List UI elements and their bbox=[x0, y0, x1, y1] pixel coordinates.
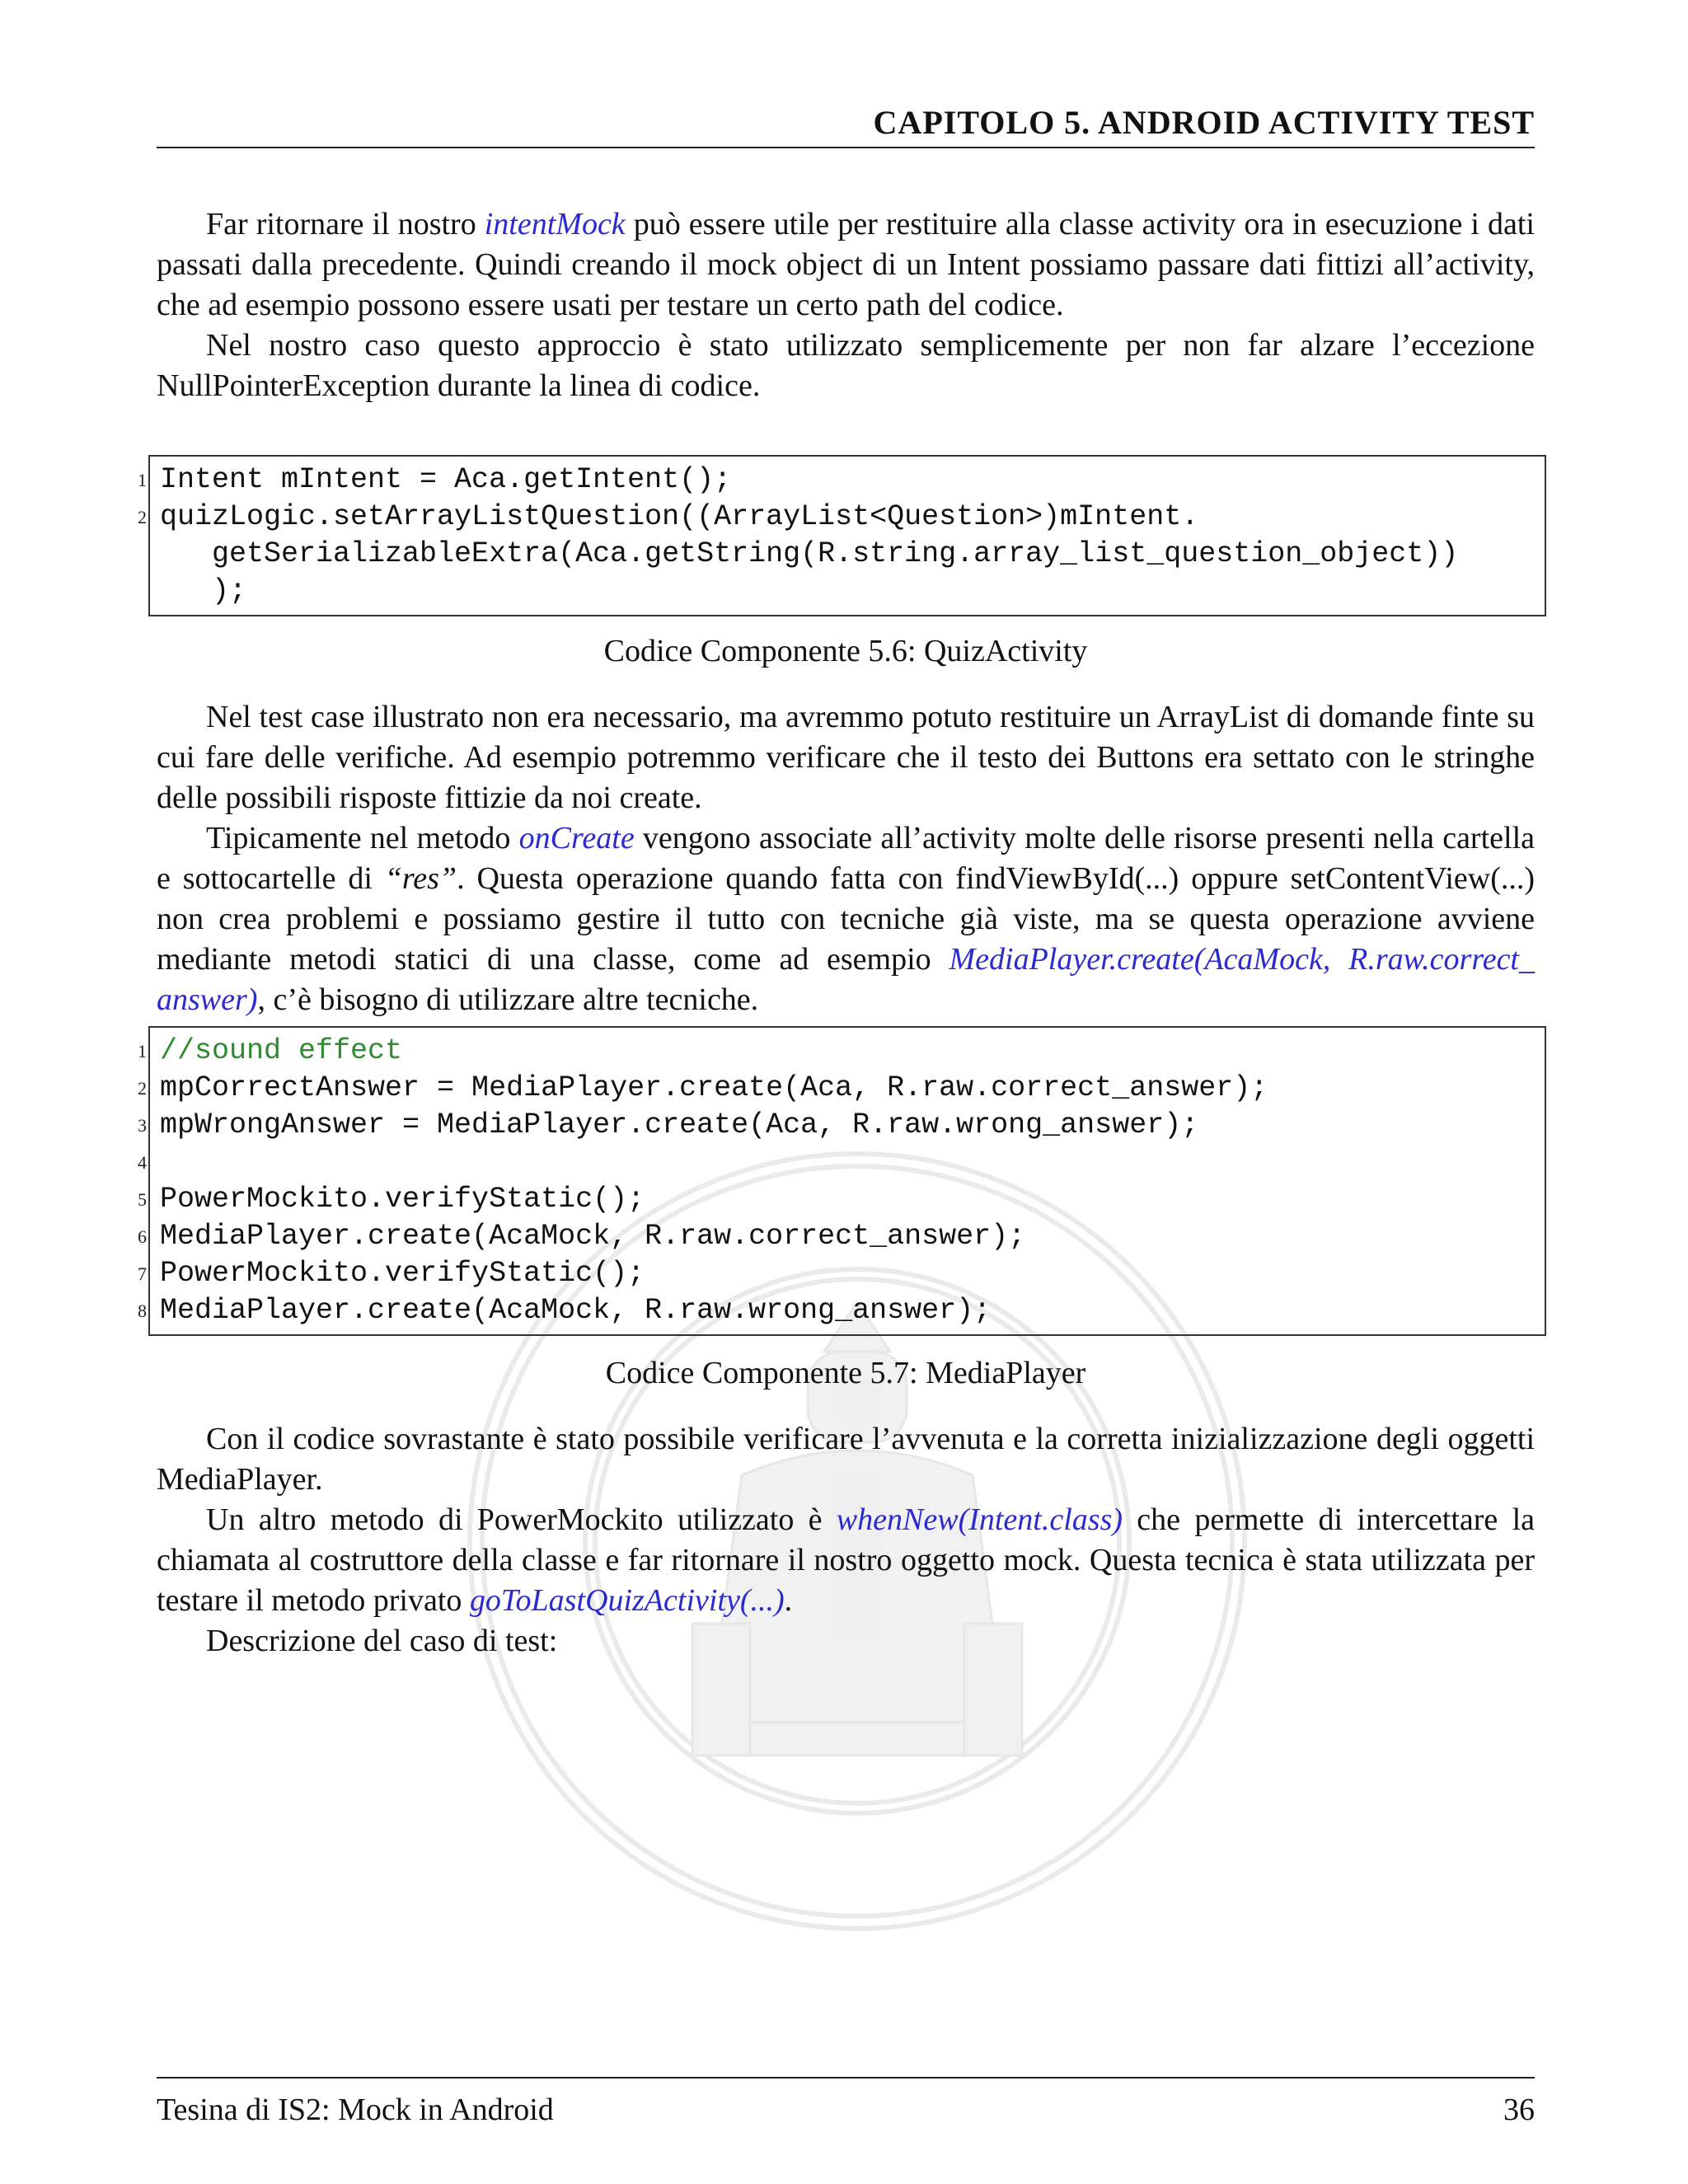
whennew-link[interactable]: whenNew(Intent.class) bbox=[836, 1502, 1123, 1537]
code-line: 2 mpCorrectAnswer = MediaPlayer.create(Aca, R.raw.correct_answer); bbox=[138, 1071, 1268, 1104]
chapter-title: CAPITOLO 5. ANDROID ACTIVITY TEST bbox=[873, 104, 1535, 141]
code-line: ); bbox=[160, 574, 247, 607]
mediaplayer-create-link[interactable]: MediaPlayer.create(AcaMock, R.raw.correct_ answer) bbox=[157, 942, 1535, 1017]
code-line: 3 mpWrongAnswer = MediaPlayer.create(Aca, R.raw.wrong_answer); bbox=[138, 1108, 1199, 1141]
paragraph-mediaplayer-verify: Con il codice sovrastante è stato possibile verificare l’avvenuta e la corretta inizializzazione degli oggetti MediaPlayer. bbox=[157, 1422, 1535, 1497]
paragraph-arraylist: Nel test case illustrato non era necessario, ma avremmo potuto restituire un ArrayList di domande finte su cui fare delle verifiche. Ad esempio potremmo verificare che il testo dei Buttons era settato con le stringhe delle possibili risposte fittizie da noi create. bbox=[157, 700, 1535, 815]
page-number: 36 bbox=[1503, 2093, 1535, 2127]
code-caption-5-6: Codice Componente 5.6: QuizActivity bbox=[603, 634, 1088, 668]
code-line: 5 PowerMockito.verifyStatic(); bbox=[138, 1183, 645, 1216]
code-box bbox=[138, 1026, 1546, 1336]
gotolastquizactivity-link[interactable]: goToLastQuizActivity(...) bbox=[469, 1583, 785, 1618]
code-line: 4 bbox=[138, 1152, 147, 1173]
code-caption-5-7: Codice Componente 5.7: MediaPlayer bbox=[605, 1356, 1086, 1390]
code-line: 7 PowerMockito.verifyStatic(); bbox=[138, 1257, 645, 1290]
running-header bbox=[157, 99, 1535, 148]
code-line: 8 MediaPlayer.create(AcaMock, R.raw.wrong_answer); bbox=[138, 1294, 992, 1327]
code-line: 6 MediaPlayer.create(AcaMock, R.raw.correct_answer); bbox=[138, 1220, 1026, 1253]
code-line: getSerializableExtra(Aca.getString(R.string.array_list_question_object)) bbox=[160, 537, 1459, 570]
intentmock-link[interactable]: intentMock bbox=[484, 207, 626, 241]
code-line: 1 //sound effect bbox=[138, 1034, 403, 1067]
footer-title: Tesina di IS2: Mock in Android bbox=[157, 2093, 554, 2127]
paragraph-whennew: Un altro metodo di PowerMockito utilizzato è whenNew(Intent.class) che permette di intercettare la chiamata al costruttore della classe e far ritornare il nostro oggetto mock. Questa tecnica è stata utilizzata per testare il metodo privato goToLastQuizActivity(...). bbox=[157, 1502, 1535, 1618]
page-footer bbox=[157, 2077, 1535, 2130]
paragraph-test-description: Descrizione del caso di test: bbox=[206, 1624, 558, 1658]
body-text-middle bbox=[157, 697, 1535, 1020]
code-line: 2 quizLogic.setArrayListQuestion((ArrayList<Question>)mIntent. bbox=[138, 500, 1199, 533]
paragraph-oncreate: Tipicamente nel metodo onCreate vengono associate all’activity molte delle risorse presenti nella cartella e sottocartelle di “res”. Questa operazione quando fatta con findViewById(...) oppure setContentView(...) non crea problemi e possiamo gestire il tutto con tecniche già viste, ma se questa operazione avviene mediante metodi statici di una classe, come ad esempio MediaPlayer.create(AcaMock, R.raw.correct_ answer), c’è bisogno di utilizzare altre tecniche. bbox=[157, 821, 1535, 1017]
code-listing-quizactivity bbox=[138, 455, 1546, 616]
code-box bbox=[138, 455, 1546, 616]
body-text-bottom bbox=[157, 1419, 1535, 1661]
oncreate-link[interactable]: onCreate bbox=[518, 821, 635, 855]
code-line: 1 Intent mIntent = Aca.getIntent(); bbox=[138, 463, 732, 496]
body-text-top bbox=[157, 204, 1535, 406]
paragraph-null-pointer: Nel nostro caso questo approccio è stato utilizzato semplicemente per non far alzare l’eccezione NullPointerException durante la linea di codice. bbox=[157, 328, 1535, 403]
paragraph-intent-mock: Far ritornare il nostro intentMock può essere utile per restituire alla classe activity ora in esecuzione i dati passati dalla precedente. Quindi creando il mock object di un Intent possiamo passare dati fittizi all’activity, che ad esempio possono essere usati per testare un certo path del codice. bbox=[157, 207, 1535, 322]
code-listing-mediaplayer bbox=[138, 1026, 1546, 1336]
